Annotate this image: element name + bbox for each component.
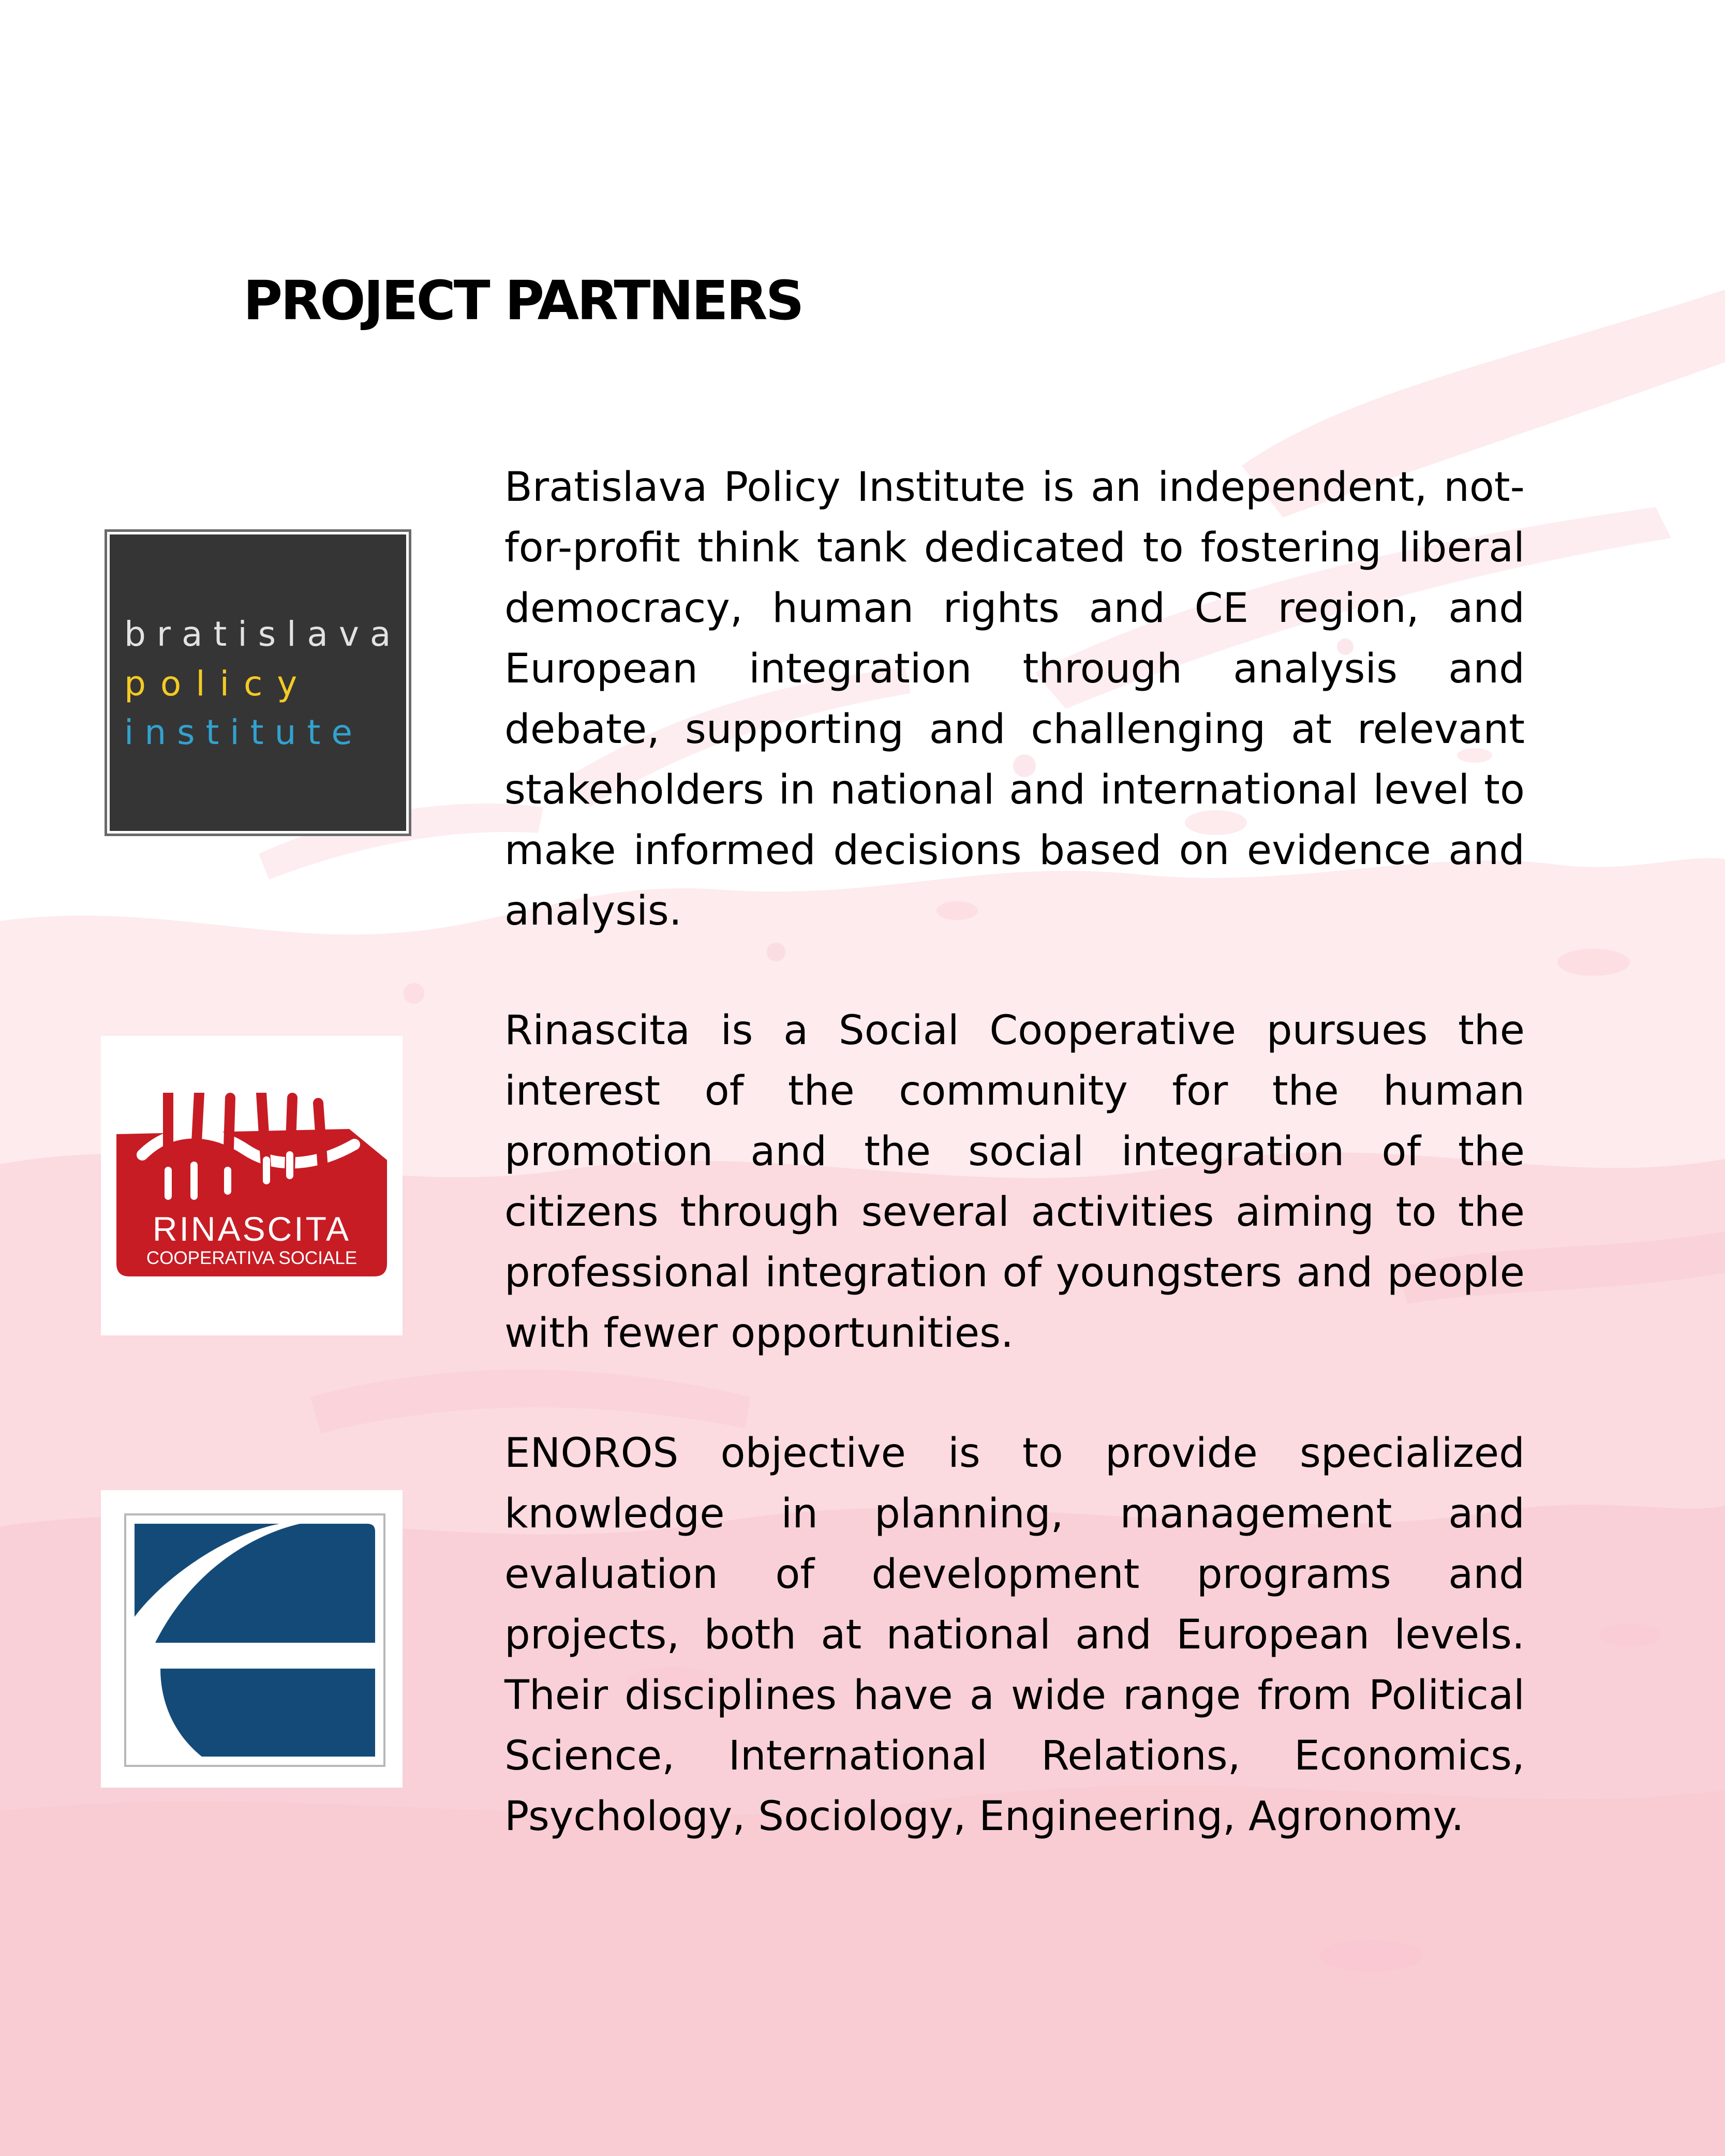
logo-text-policy: policy — [124, 664, 312, 704]
logo-text-bratislava: bratislava — [124, 614, 402, 654]
page-title: PROJECT PARTNERS — [243, 269, 802, 332]
bratislava-policy-institute-logo — [107, 532, 409, 834]
logo-text-institute: institute — [124, 712, 363, 752]
bratislava-policy-institute-description: Bratislava Policy Institute is an independent, not-for-profit think tank dedicated to fostering liberal democracy, human rights and CE region, and European integration through analysis and debate, supporting and challenging at relevant stakeholders in national and international level to make informed decisions based on evidence and analysis. — [504, 463, 1525, 934]
enoros-emblem-icon — [124, 1513, 385, 1767]
enoros-description: ENOROS objective is to provide specialized knowledge in planning, management and evaluation of development programs and projects, both at national and European levels. Their disciplines have a wide range from Political Science, International Relations, Economics, Psychology, Sociology, Engineering, Agronomy. — [504, 1429, 1525, 1840]
rinascita-description: Rinascita is a Social Cooperative pursues the interest of the community for the human promotion and the social integration of the citizens through several activities aiming to the professional integration of youngsters and people with fewer opportunities. — [504, 1006, 1525, 1357]
logo-text-rinascita: RINASCITA — [152, 1210, 351, 1248]
logo-text-cooperativa-sociale: COOPERATIVA SOCIALE — [146, 1248, 358, 1268]
enoros-logo — [101, 1490, 403, 1788]
rinascita-logo — [101, 1036, 403, 1335]
